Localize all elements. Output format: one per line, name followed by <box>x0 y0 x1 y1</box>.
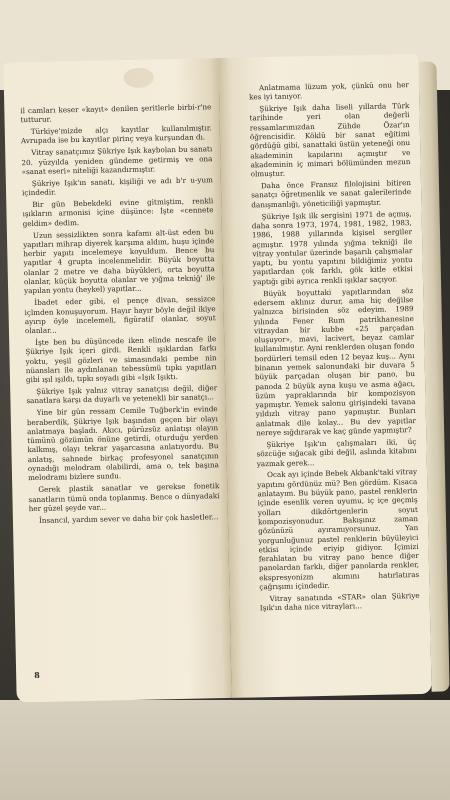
right-paragraph: Büyük boyuttaki yapıtlarından söz edersem aklınız durur, ama hiç değilse yalnızca birisinden söz edeyim. 1989 yılında Fener Rum patrikhanesine vitraydan bir kubbe «25 parçadan oluşuyor», mavi, lacivert, beyaz camlar kullanılmıştır. Ayni renklerden oluşan fondo bordürleri temsil eden 12 beyaz kuş... Aynı binanın yemek salonundaki bir duvara 5 büyük parçadan oluşan bir pano, bu panoda 2 büyük ayna kuşu ve asma ağacı, üzüm yapraklarında bir kompozisyon yapmıştır. Yemek salonu girişindeki tavana yıldızlı vitray pano yapmıştır. Bunları anlatmak dile kolay... Bu dev yapıtlar nereye sığdırarak ve kaç günde yapmıştır? <box>253 285 417 438</box>
left-paragraph: İbadet eder gibi, el pençe divan, sessizce içlmden konuşuyorum. Hayır hayır böyle değil ikiye ayırıp öyle incelemeli, figüratif olanlar, soyut olanlar... <box>24 294 216 336</box>
open-book <box>3 54 446 703</box>
left-paragraph: il camları keser «kayıt» denilen şeritlerle birbi-r'ne tutturur. <box>20 102 212 125</box>
right-page-text <box>249 80 420 613</box>
paper-stain <box>123 67 153 88</box>
left-paragraph: Şükriye Işık'ın sanatı, kişiliği ve adı b'r u-yum içindedir. <box>21 175 213 198</box>
left-paragraph: İnsancıl, yardım sever ve daha bir çok hasletler... <box>38 511 219 525</box>
left-page-text <box>20 102 220 525</box>
right-paragraph: Vitray sanatında «STAR» olan Şükriye Işık'ın daha nice vitrayları... <box>259 590 420 613</box>
right-paragraph: Daha önce Fransız filolojisini bitiren sanatçı öğretmenlik ve sanat galerilerinde danışmanlığı, yöneticiliği yapmıştır. <box>251 178 412 210</box>
right-paragraph: Şükriye Işık daha liseli yıllarda Türk tarihinde yeri olan değerli ressamlarımızdan Zühde Özar'ın öğrencisidir. Köklü bir sanat eğitimi gördüğü gibi, sanattaki üstün yeteneği onu akademinin kapılarını açmıştır ve akademinin iç mimari bölümünden mezun olmuştur. <box>249 101 411 179</box>
left-paragraph: Şükriye Işık yalnız vitray sanatçısı değil, diğer sanatlara karşı da duyarlı ve yetenekli bir sanatçı... <box>26 383 218 406</box>
left-page <box>3 58 231 702</box>
left-paragraph: Yine bir gün ressam Cemile Tuğberk'in evinde beraberdik, Şükriye Işık başından geçen bir olayı anlatmaya başladı. Akıcı, pürüzsüz anlatışı olayın tümünü gözümün önüne getirdi, oturduğu yerden kalkmış, olayı tekrar yaşarcasına anlatıyordu. Bu anlatış, sahnede birkaç profesyonel sanatçının oynadığı melodram olabilirdi, ama o, tek başına melodramı bizlere sundu. <box>26 404 219 483</box>
under-sheet-bottom <box>0 700 450 800</box>
right-paragraph: Şükriye Işık ilk sergisini 1971 de açmış, daha sonra 1973, 1974, 1981, 1982, 1983, 1986, 1988 yıllarında kişisel sergiler açmıştır. 1978 yılında yığma tekniği ile vitray yontular üzerinde başarılı çalışmalar yaptı, bu yontu yapıtını bildiğimiz yontu yapıtlardan çok farklı, gök kitle etkisi yaptığı gibi ayrıca renkli ışıklar saçıyor. <box>251 208 413 287</box>
left-paragraph: İşte ben bu düşüncede iken elinde nescafe ile Şükriye Işık içeri girdi. Renkli ışıklardan farkı yoktu, yeşil gözleri ve simasındaki pembe nin nüansları ile aydınlanan tebessümü tıpkı yapıtları gibi ışıl ışıldı, tıpkı soyadı gibi «Işık Işıktı. <box>25 334 217 385</box>
left-paragraph: Gerek plastik sanatlar ve gerekse fonetik sanatların tümü onda toplanmış. Bence o dünyadaki her güzel şeyde var... <box>28 481 220 513</box>
left-paragraph: Türkiye'mizde alçı kayıtlar kullanılmıştır. Avrupada ise bu kayıtlar pirinç veya kurşundan dı. <box>20 123 212 146</box>
left-paragraph: Uzun sessizlikten sonra kafamı alt-üst eden bu yapıtları mihrap diyerek karşıma aldım, huşu içinde herbir yapıtı incelemeye koyuldum. Bence bu yapıtlar 4 grupta incelenmelidir. Büyük boyutta olanlar 2 metre ve daha büyükleri, orta boyutta olanlar, küçük boyutta olanlar ve yığma tekniğ' ile yapılan yontu (heykel) yapıtlar... <box>23 226 215 296</box>
left-paragraph: Bir gün Bebekdeki evine gitmiştim, renkli ışıkların armonisi içine düşünce: İşte «cennete geldim» dedim. <box>22 196 214 228</box>
right-paragraph: Şükriye Işık'ın çalışmaları iki, üç sözcüğe sığacak gibi değil, aslında kitabını yazmak gerek... <box>256 436 417 468</box>
right-paragraph: Anlatmama lüzum yok, çünkü onu her kes iyi tanıyor. <box>249 80 409 102</box>
left-paragraph: Vitray sanatçımız Şükriye Işık kaybolan bu sanatı 20. yüzyılda yeniden gündeme getirmiş ve ona «sanat eseri» niteliği kazandırmıştır. <box>21 144 213 177</box>
right-paragraph: Ocak ayı içinde Bebek Akbank'taki vitray yapıtını gördünüz mü? Ben gördüm. Kısaca anlatayım. Bu büyük pano, pastel renklerin içinde esenlik veren uyumu, iç içe geçmiş yolları dikdörtgenlerin soyut kompozisyonudur. Bakışınız zaman gözünüzü ayıramıyorsunuz. Yan yorgunluğunuz pastel renklerin büyüleyici etkisi içinde eriyip gidiyor. İçimizi ferahlatan bu vitray pano bence diğer panolardan farklı, diğer panolarda renkler, ekspresyonizm akımını hatırlatıras çağrışımı içindedir. <box>257 467 420 592</box>
page-number: 8 <box>34 669 40 681</box>
right-page <box>218 54 431 698</box>
